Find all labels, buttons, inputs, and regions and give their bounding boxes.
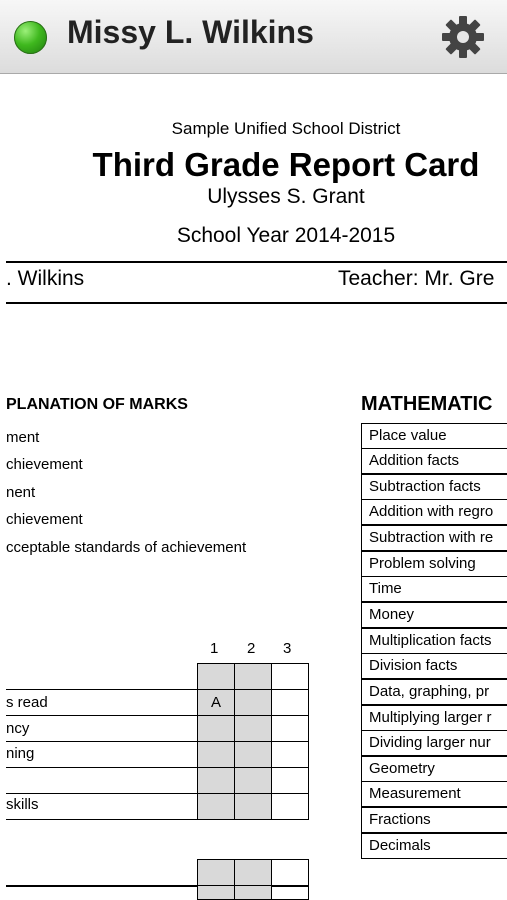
column-header: 3 bbox=[283, 640, 292, 657]
grade-cell bbox=[271, 859, 309, 886]
mark-explanation: chievement bbox=[6, 456, 83, 473]
report-card-document[interactable] bbox=[0, 74, 507, 900]
grade-cell bbox=[234, 793, 272, 820]
math-skill-row: Addition facts bbox=[361, 448, 507, 474]
math-skill-row: Dividing larger nur bbox=[361, 730, 507, 756]
marks-heading: PLANATION OF MARKS bbox=[6, 396, 188, 413]
math-skill-row: Multiplication facts bbox=[361, 628, 507, 654]
grading-row-label: ncy bbox=[6, 720, 30, 737]
gear-icon[interactable] bbox=[440, 14, 486, 60]
user-name-title: Missy L. Wilkins bbox=[67, 14, 314, 50]
school-year: School Year 2014-2015 bbox=[176, 224, 396, 247]
math-skill-row: Geometry bbox=[361, 756, 507, 782]
grade-cell bbox=[234, 767, 272, 794]
math-skill-row: Subtraction with re bbox=[361, 525, 507, 551]
grade-cell bbox=[271, 885, 309, 900]
top-bar bbox=[0, 0, 507, 74]
grade-cell bbox=[234, 885, 272, 900]
grade-cell bbox=[271, 767, 309, 794]
divider bbox=[6, 261, 507, 263]
grade-cell bbox=[234, 741, 272, 768]
grading-row-label: s read bbox=[6, 694, 48, 711]
teacher-name: Teacher: Mr. Gre bbox=[338, 267, 495, 290]
grade-cell bbox=[234, 689, 272, 716]
grade-cell bbox=[197, 715, 235, 742]
math-skill-row: Multiplying larger r bbox=[361, 705, 507, 731]
status-indicator-icon bbox=[14, 21, 47, 54]
grade-cell bbox=[271, 663, 309, 690]
math-skill-row: Subtraction facts bbox=[361, 474, 507, 500]
grade-cell bbox=[197, 741, 235, 768]
mathematics-heading: MATHEMATIC bbox=[361, 393, 493, 415]
mark-explanation: ment bbox=[6, 429, 40, 446]
grade-cell bbox=[234, 859, 272, 886]
math-skill-row: Money bbox=[361, 602, 507, 628]
math-skill-row: Problem solving bbox=[361, 551, 507, 577]
row-divider bbox=[6, 819, 309, 820]
math-skill-row: Time bbox=[361, 576, 507, 602]
divider bbox=[6, 302, 507, 304]
math-skill-row: Addition with regro bbox=[361, 499, 507, 525]
school-name: Ulysses S. Grant bbox=[207, 185, 365, 208]
math-skill-row: Division facts bbox=[361, 653, 507, 679]
grade-cell bbox=[197, 859, 235, 886]
grade-cell: A bbox=[197, 689, 235, 716]
column-header: 1 bbox=[210, 640, 219, 657]
grade-cell bbox=[197, 885, 235, 900]
report-title: Third Grade Report Card bbox=[92, 146, 480, 183]
mark-explanation: cceptable standards of achievement bbox=[6, 539, 247, 556]
grading-row-label: skills bbox=[6, 796, 39, 813]
grade-cell bbox=[197, 793, 235, 820]
math-skill-row: Measurement bbox=[361, 781, 507, 807]
math-skill-row: Place value bbox=[361, 423, 507, 449]
column-header: 2 bbox=[247, 640, 256, 657]
mark-explanation: chievement bbox=[6, 511, 83, 528]
grade-cell bbox=[271, 741, 309, 768]
mark-explanation: nent bbox=[6, 484, 36, 501]
grade-cell bbox=[271, 689, 309, 716]
district-name: Sample Unified School District bbox=[171, 119, 401, 138]
grading-row-label: ning bbox=[6, 745, 35, 762]
math-skill-row: Decimals bbox=[361, 833, 507, 859]
math-skill-row: Fractions bbox=[361, 807, 507, 833]
math-skill-row: Data, graphing, pr bbox=[361, 679, 507, 705]
grade-cell bbox=[271, 793, 309, 820]
grade-cell bbox=[234, 663, 272, 690]
grade-cell bbox=[197, 663, 235, 690]
grade-cell bbox=[234, 715, 272, 742]
grade-cell bbox=[271, 715, 309, 742]
student-name: . Wilkins bbox=[6, 267, 85, 290]
grade-cell bbox=[197, 767, 235, 794]
